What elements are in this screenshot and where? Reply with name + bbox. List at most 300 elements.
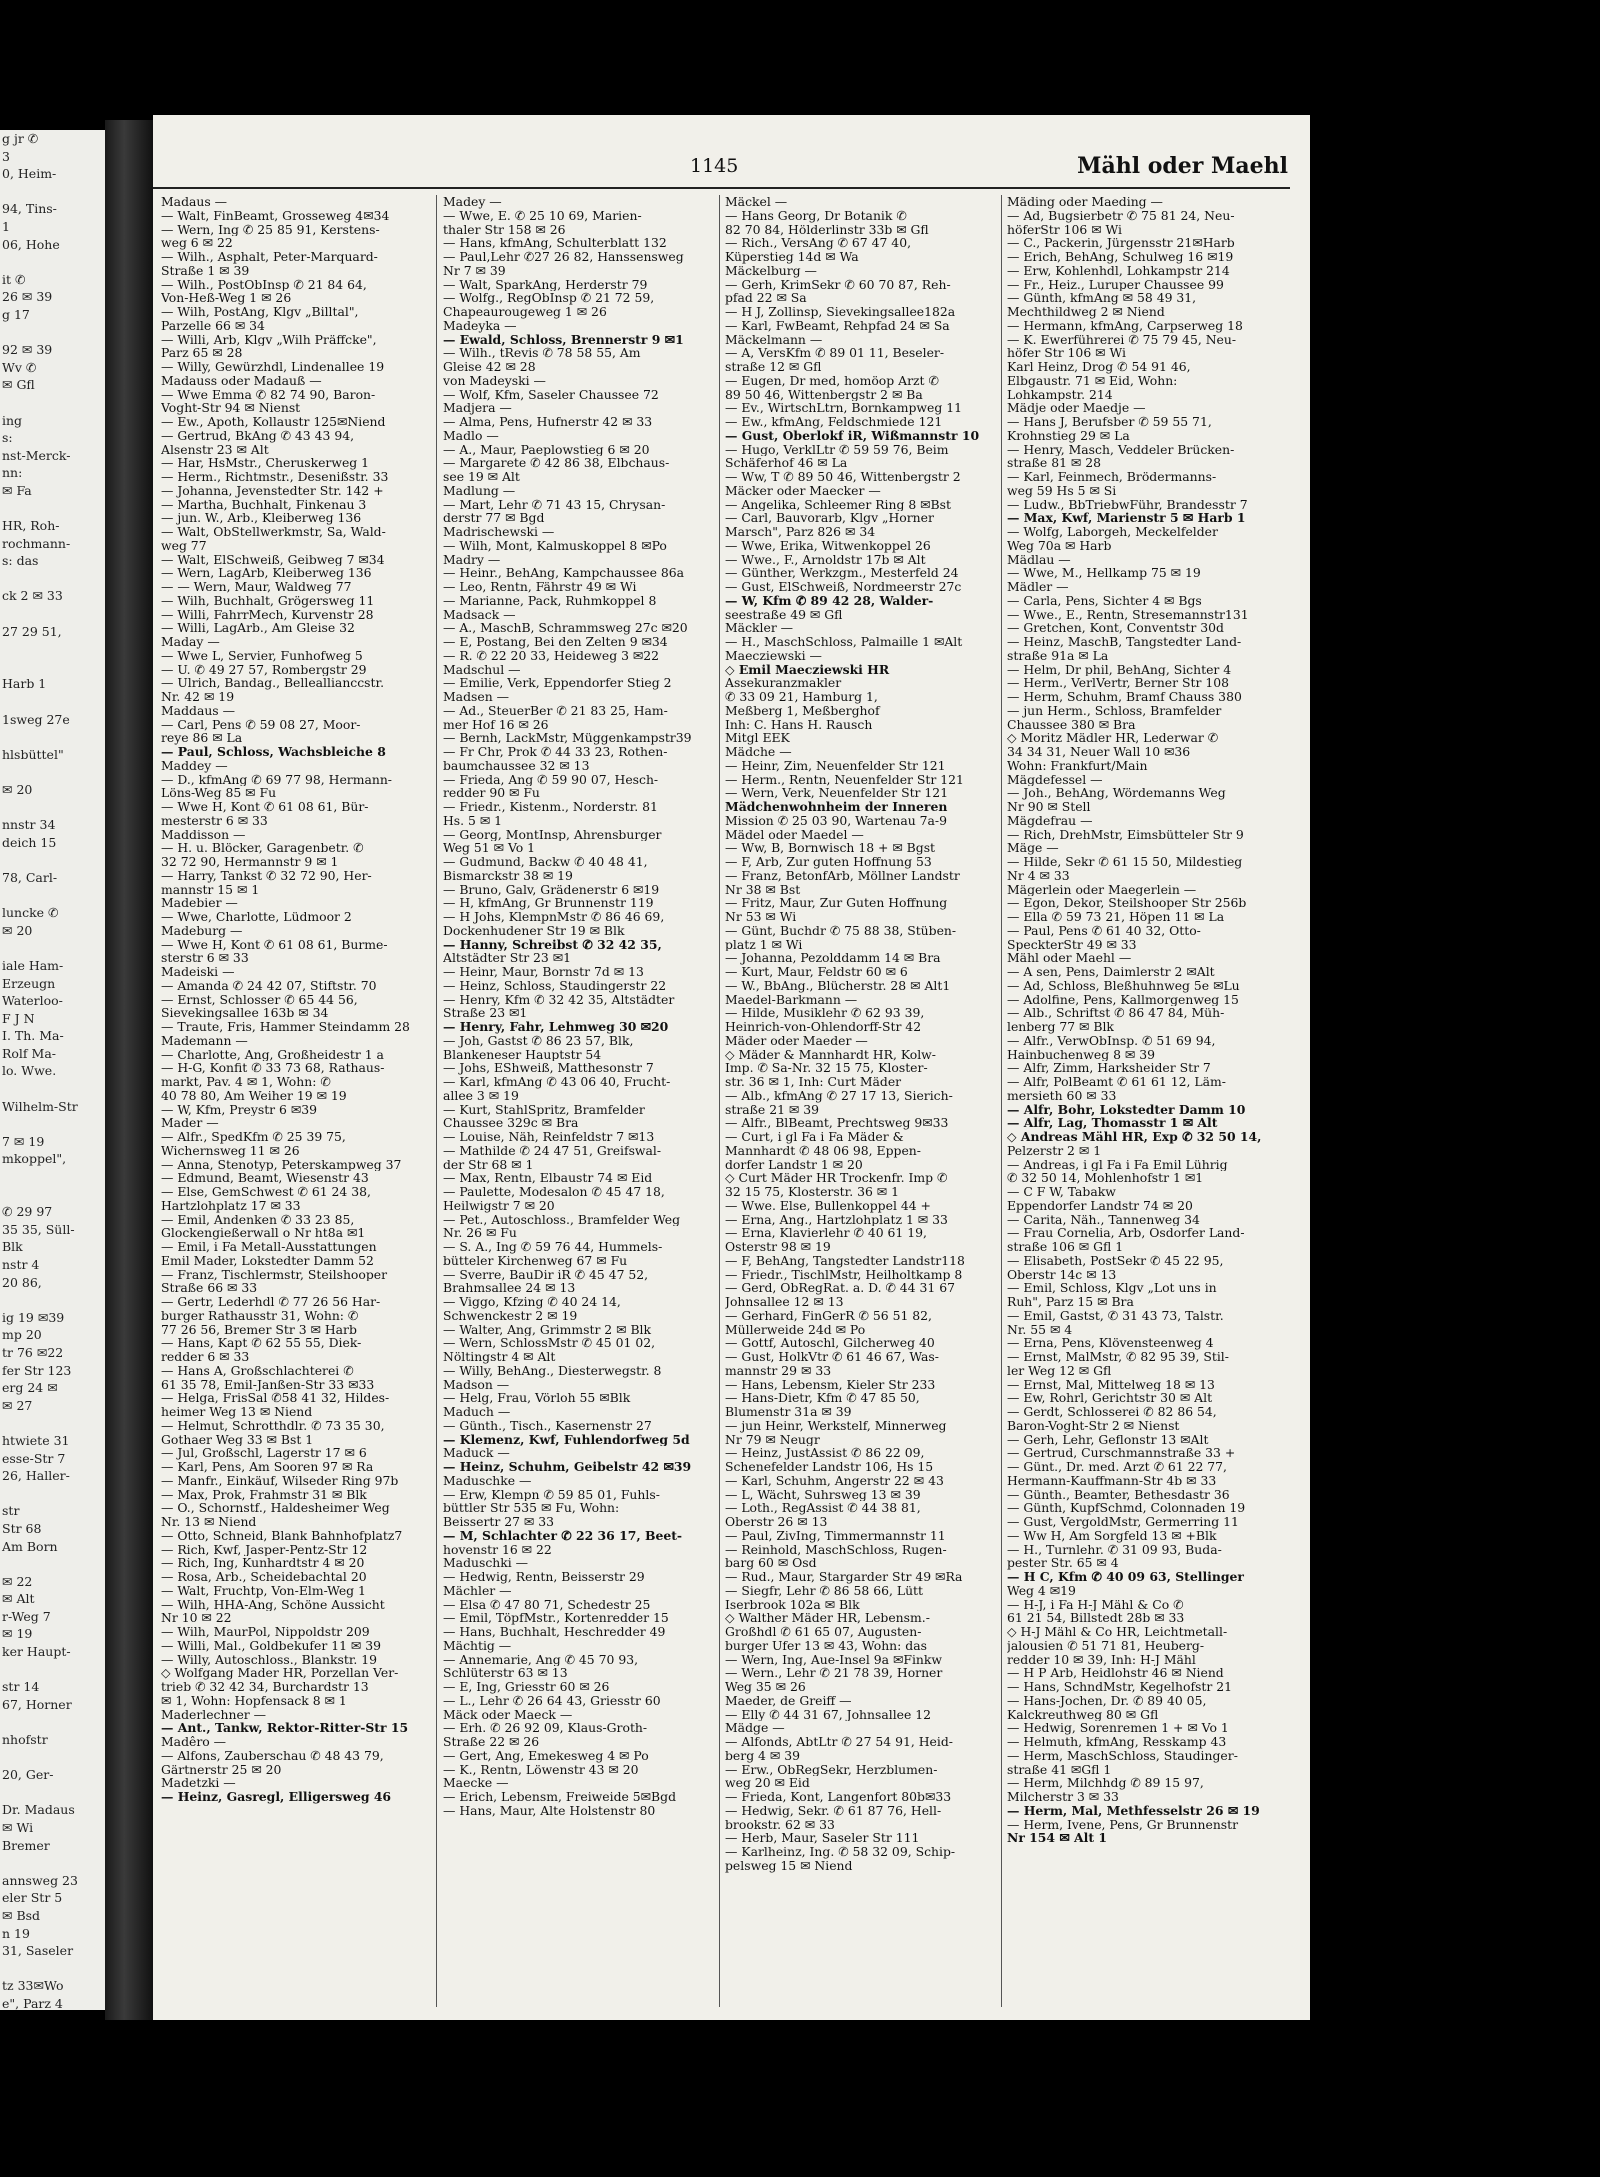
fragment-line: Str 68 [2,1520,42,1536]
fragment-line: erg 24 ✉ [2,1380,58,1396]
directory-entry: Madeburg — [161,923,243,938]
directory-entry: — Hedwig, Sekr. ✆ 61 87 76, Hell- [725,1803,942,1818]
directory-entry: — Ella ✆ 59 73 21, Höpen 11 ✉ La [1007,910,1225,924]
directory-entry: Mäder oder Maeder — [725,1033,868,1048]
directory-entry: Madlo — [443,428,499,443]
directory-entry: Mannhardt ✆ 48 06 98, Eppen- [725,1143,921,1158]
directory-entry: — Gust, HolkVtr ✆ 61 46 67, Was- [725,1350,939,1364]
directory-entry: — Joh, Gastst ✆ 86 23 57, Blk, [443,1033,634,1048]
fragment-line: 1 [2,218,10,234]
directory-entry: Eppendorfer Landstr 74 ✉ 20 [1007,1198,1193,1213]
directory-entry: — Wilh, Mont, Kalmuskoppel 8 ✉Po [443,538,667,553]
directory-entry: — Emil, i Fa Metall-Ausstattungen [161,1240,377,1254]
directory-entry: 32 72 90, Hermannstr 9 ✉ 1 [161,855,339,869]
directory-entry: — Wolf, Kfm, Saseler Chaussee 72 [443,387,659,402]
directory-entry: — Hans-Dietr, Kfm ✆ 47 85 50, [725,1391,920,1405]
fragment-line [0,1661,105,1679]
fragment-line: luncke ✆ [2,905,59,921]
fragment-line [0,763,105,781]
directory-entry: Mademann — [161,1033,248,1048]
directory-entry: Baron-Voght-Str 2 ✉ Nienst [1007,1418,1180,1433]
directory-entry: Mädchenwohnheim der Inneren [725,800,948,814]
directory-entry: — Erich, BehAng, Schulweg 16 ✉19 [1007,250,1234,264]
directory-entry: Maderlechner — [161,1707,267,1722]
directory-entry: — Hans, Buchhalt, Heschredder 49 [443,1625,666,1639]
directory-entry: — Gerd, ObRegRat. a. D. ✆ 44 31 67 [725,1281,955,1295]
directory-entry: pfad 22 ✉ Sa [725,291,807,305]
directory-entry: — Emil, Andenken ✆ 33 23 85, [161,1212,355,1227]
directory-entry: — K. Ewerführerei ✆ 75 79 45, Neu- [1007,332,1237,347]
directory-entry: — Günth, KupfSchmd, Colonnaden 19 [1007,1501,1246,1515]
directory-entry: pelsweg 15 ✉ Niend [725,1858,853,1873]
directory-entry: — Rud., Maur, Stargarder Str 49 ✉Ra [725,1570,963,1584]
fragment-line: rochmann- [2,535,71,551]
fragment-line: Rolf Ma- [2,1045,57,1061]
directory-entry: — Carla, Pens, Sichter 4 ✉ Bgs [1007,593,1202,608]
fragment-line: g jr ✆ [2,131,39,146]
directory-entry: Blankeneser Hauptstr 54 [443,1047,602,1062]
directory-entry: straße 41 ✉Gfl 1 [1007,1762,1112,1777]
directory-entry: ◇ Walther Mäder HR, Lebensm.- [725,1611,930,1625]
directory-entry: Mäding oder Maeding — [1007,195,1163,209]
fragment-line [0,499,105,517]
directory-entry: Nr 4 ✉ 33 [1007,868,1070,883]
fragment-line: e", Parz 4 [2,1995,63,2010]
directory-entry: Madeyka — [443,318,517,333]
directory-entry: mannstr 15 ✉ 1 [161,882,260,897]
directory-entry: — Heinz, Schloss, Staudingerstr 22 [443,978,667,993]
directory-entry: — Rich, Ing, Kunhardtstr 4 ✉ 20 [161,1556,365,1570]
directory-entry: — Ww H, Am Sorgfeld 13 ✉ +Blk [1007,1528,1217,1543]
directory-entry: weg 77 [161,538,207,553]
directory-entry: burger Ufer 13 ✉ 43, Wohn: das [725,1638,927,1653]
directory-entry: Dockenhudener Str 19 ✉ Blk [443,923,625,938]
directory-entry: — Ernst, Mal, Mittelweg 18 ✉ 13 [1007,1377,1215,1392]
directory-entry: büttler Str 535 ✉ Fu, Wohn: [443,1501,620,1515]
directory-entry: Nr. 42 ✉ 19 [161,690,235,704]
directory-entry: — H-J, i Fa H-J Mähl & Co ✆ [1007,1597,1184,1612]
directory-entry: ◇ Mäder & Mannhardt HR, Kolw- [725,1047,936,1062]
directory-entry: — Reinhold, MaschSchloss, Rugen- [725,1542,947,1557]
fragment-line: ✉ 27 [2,1397,33,1413]
fragment-line [0,1414,105,1432]
fragment-line: 27 29 51, [2,623,62,639]
directory-entry: — Kurt, StahlSpritz, Bramfelder [443,1102,645,1117]
directory-entry: Milcherstr 3 ✉ 33 [1007,1790,1119,1804]
directory-entry: — Wwe., F., Arnoldstr 17b ✉ Alt [725,552,926,567]
fragment-line: 3 [2,148,10,164]
fragment-line [0,324,105,342]
fragment-line: 20, Ger- [2,1767,54,1783]
directory-entry: — Hedwig, Rentn, Beisserstr 29 [443,1570,645,1584]
directory-entry: Maduch — [443,1405,511,1419]
directory-entry: 89 50 46, Wittenbergstr 2 ✉ Ba [725,387,923,402]
directory-entry: — Johs, EShweiß, Matthesonstr 7 [443,1061,654,1075]
directory-entry: — H C, Kfm ✆ 40 09 63, Stellinger [1007,1570,1244,1584]
directory-entry: Mädel oder Maedel — [725,827,864,842]
directory-entry: — Mathilde ✆ 24 47 51, Greifswal- [443,1143,662,1158]
directory-entry: — Curt, i gl Fa i Fa Mäder & [725,1130,904,1144]
directory-entry: Maeder, de Greiff — [725,1693,852,1708]
directory-entry: derstr 77 ✉ Bgd [443,511,545,525]
directory-entry: — Johanna, Pezolddamm 14 ✉ Bra [725,951,941,965]
directory-entry: barg 60 ✉ Osd [725,1556,817,1570]
directory-entry: Iserbrook 102a ✉ Blk [725,1597,860,1612]
directory-entry: — Emil, Schloss, Klgv „Lot uns in [1007,1281,1217,1295]
directory-entry: — Friedr., TischlMstr, Heilholtkamp 8 [725,1267,963,1282]
fragment-line: hlsbüttel" [2,746,64,762]
directory-entry: — H. u. Blöcker, Garagenbetr. ✆ [161,841,364,855]
directory-entry: Maduschke — [443,1473,532,1488]
directory-entry: — Wilh, HHA-Ang, Schöne Aussicht [161,1597,385,1612]
directory-entry: Chaussee 329c ✉ Bra [443,1116,579,1130]
directory-entry: Bismarckstr 38 ✉ 19 [443,868,573,883]
directory-entry: 61 35 78, Emil-Janßen-Str 33 ✉33 [161,1377,375,1392]
directory-entry: baumchaussee 32 ✉ 13 [443,758,590,773]
directory-entry: — Wilh, PostAng, Klgv „Billtal", [161,305,359,319]
directory-entry: Maddisson — [161,827,246,842]
directory-entry: — Andreas, i gl Fa i Fa Emil Lührig [1007,1157,1228,1172]
directory-entry: — Rich, DrehMstr, Eimsbütteler Str 9 [1007,827,1244,842]
directory-page [153,115,1310,2020]
directory-entry: — Wern., Lehr ✆ 21 78 39, Horner [725,1666,943,1680]
directory-entry: — Mart, Lehr ✆ 71 43 15, Chrysan- [443,497,666,512]
directory-entry: — Walt, ElSchweiß, Geibweg 7 ✉34 [161,552,385,567]
directory-entry: Küperstieg 14d ✉ Wa [725,250,859,264]
fragment-line: ✉ Fa [2,482,32,498]
directory-entry: see 19 ✉ Alt [443,470,520,484]
fragment-line: ✉ Bsd [2,1907,41,1923]
directory-entry: — Willi, LagArb., Am Gleise 32 [161,621,355,635]
directory-entry: Gärtnerstr 25 ✉ 20 [161,1762,282,1777]
directory-entry: Madey — [443,195,502,209]
fragment-line [0,640,105,658]
directory-entry: 82 70 84, Hölderlinstr 33b ✉ Gfl [725,222,929,237]
directory-entry: Assekuranzmakler [725,676,842,690]
directory-entry: — Harry, Tankst ✆ 32 72 90, Her- [161,868,372,883]
directory-entry: straße 21 ✉ 39 [725,1102,819,1117]
fragment-line: Am Born [2,1538,58,1554]
directory-entry: — R. ✆ 22 20 33, Heideweg 3 ✉22 [443,648,660,663]
directory-entry: — W, Kfm ✆ 89 42 28, Walder- [725,593,934,608]
directory-entry: dorfer Landstr 1 ✉ 20 [725,1157,863,1172]
directory-entry: — Herm, Ivene, Pens, Gr Brunnenstr [1007,1817,1239,1832]
fragment-line: str 14 [2,1679,40,1695]
directory-entry: Karl Heinz, Drog ✆ 54 91 46, [1007,360,1191,374]
directory-entry: berg 4 ✉ 39 [725,1748,800,1763]
fragment-line: ✉ 20 [2,922,33,938]
directory-entry: Madrischewski — [443,525,555,539]
directory-entry: Brahmsallee 24 ✉ 13 [443,1281,576,1295]
directory-entry: — Emil, TöpfMstr., Kortenredder 15 [443,1611,669,1625]
directory-entry: — Wwe, Erika, Witwenkoppel 26 [725,538,931,553]
directory-entry: — Alfr., SpedKfm ✆ 25 39 75, [161,1130,346,1144]
directory-entry: Schenefelder Landstr 106, Hs 15 [725,1460,934,1474]
directory-entry: 32 15 75, Klosterstr. 36 ✉ 1 [725,1185,900,1199]
fragment-line [0,658,105,676]
directory-entry: — Herb, Maur, Saseler Str 111 [725,1831,920,1845]
directory-entry: — Paulette, Modesalon ✆ 45 47 18, [443,1185,665,1199]
directory-entry: — H, kfmAng, Gr Brunnenstr 119 [443,896,654,910]
directory-entry: — Ew., Apoth, Kollaustr 125✉Niend [161,415,386,429]
directory-entry: — Alfr, Zimm, Harksheider Str 7 [1007,1061,1211,1075]
directory-entry: Emil Mader, Lokstedter Damm 52 [161,1253,374,1268]
directory-entry: — Elsa ✆ 47 80 71, Schedestr 25 [443,1597,651,1612]
directory-entry: Madeiski — [161,965,235,979]
directory-entry: Großhdl ✆ 61 65 07, Augusten- [725,1625,922,1639]
page-number: 1145 [690,155,739,177]
directory-entry: — Ant., Tankw, Rektor-Ritter-Str 15 [161,1721,409,1735]
directory-entry: Mäck oder Maeck — [443,1707,573,1722]
fragment-line: ✉ 19 [2,1626,33,1642]
directory-entry: ✆ 33 09 21, Hamburg 1, [725,690,878,704]
directory-entry: thaler Str 158 ✉ 26 [443,222,566,237]
directory-entry: — Bernh, LackMstr, Müggenkampstr39 [443,731,692,745]
directory-entry: — Rosa, Arb., Scheidebachtal 20 [161,1570,367,1584]
scan-border [1310,0,1600,2177]
fragment-line [0,183,105,201]
directory-entry: Imp. ✆ Sa-Nr. 32 15 75, Kloster- [725,1061,928,1075]
fragment-line: htwiete 31 [2,1432,70,1448]
fragment-line: ker Haupt- [2,1644,71,1660]
fragment-line [0,1168,105,1186]
fragment-line: s: [2,430,13,446]
directory-entry: Chaussee 380 ✉ Bra [1007,717,1136,732]
directory-entry: — Wern, Ing ✆ 25 85 91, Kerstens- [161,222,380,237]
directory-entry: — C., Packerin, Jürgensstr 21✉Harb [1007,236,1235,250]
directory-entry: — Fritz, Maur, Zur Guten Hoffnung [725,896,948,910]
directory-entry: von Madeyski — [443,373,546,388]
directory-entry: Gothaer Weg 33 ✉ Bst 1 [161,1432,314,1447]
directory-entry: Madebier — [161,896,238,910]
directory-entry: — H., Turnlehr. ✆ 31 09 93, Buda- [1007,1542,1222,1557]
directory-entry: redder 6 ✉ 33 [161,1350,250,1364]
directory-entry: — A, VersKfm ✆ 89 01 11, Beseler- [725,346,945,360]
directory-entry: — Helg, Frau, Vörloh 55 ✉Blk [443,1391,631,1405]
directory-entry: — Heinr., BehAng, Kampchaussee 86a [443,566,685,580]
directory-entry: — D., kfmAng ✆ 69 77 98, Hermann- [161,772,392,787]
directory-entry: — Har, HsMstr., Cheruskerweg 1 [161,456,370,470]
fragment-line: 1sweg 27e [2,711,70,727]
directory-entry: — Karl, Pens, Am Sooren 97 ✉ Ra [161,1460,374,1474]
directory-entry: Mission ✆ 25 03 90, Wartenau 7a-9 [725,813,947,828]
directory-entry: Heilwigstr 7 ✉ 20 [443,1198,555,1213]
directory-entry: — Herm, Milchhdg ✆ 89 15 97, [1007,1776,1204,1790]
fragment-line [0,1749,105,1767]
directory-entry: — Alb., kfmAng ✆ 27 17 13, Sierich- [725,1088,953,1103]
directory-entry: Hs. 5 ✉ 1 [443,813,503,828]
directory-entry: Maecke — [443,1776,509,1790]
directory-entry: — Fr Chr, Prok ✆ 44 33 23, Rothen- [443,745,668,759]
fragment-line: 92 ✉ 39 [2,342,53,358]
fragment-line [0,1854,105,1872]
fragment-line: ✉ Gfl [2,377,35,393]
directory-entry: — Günther, Werkzgm., Mesterfeld 24 [725,566,959,580]
directory-entry: — Wwe H, Kont ✆ 61 08 61, Burme- [161,937,388,952]
directory-entry: — F, BehAng, Tangstedter Landstr118 [725,1253,965,1268]
directory-entry: Schäferhof 46 ✉ La [725,456,848,470]
directory-entry: — H P Arb, Heidlohstr 46 ✉ Niend [1007,1666,1224,1680]
directory-entry: Mechthildweg 2 ✉ Niend [1007,305,1165,319]
directory-entry: — Herm, Mal, Methfesselstr 26 ✉ 19 [1007,1803,1260,1818]
directory-entry: Mägerlein oder Maegerlein — [1007,882,1197,897]
directory-entry: — Eugen, Dr med, homöop Arzt ✆ [725,373,939,388]
fragment-line: Waterloo- [2,993,63,1009]
directory-entry: — Wern, LagArb, Kleiberweg 136 [161,566,372,580]
directory-entry: — Gertrud, BkAng ✆ 43 43 94, [161,428,355,443]
directory-entry: Parz 65 ✉ 28 [161,346,243,360]
directory-entry: Schwenckestr 2 ✉ 19 [443,1308,578,1323]
directory-entry: Sievekingsallee 163b ✉ 34 [161,1006,329,1020]
fragment-line: Wv ✆ [2,359,37,375]
directory-entry: Madaus — [161,195,228,209]
directory-entry: mer Hof 16 ✉ 26 [443,717,549,732]
directory-entry: — Klemenz, Kwf, Fuhlendorfweg 5d [443,1432,690,1447]
directory-entry: — H., MaschSchloss, Palmaille 1 ✉Alt [725,635,963,649]
fragment-line [0,887,105,905]
directory-entry: — Ad, Bugsierbetr ✆ 75 81 24, Neu- [1007,208,1235,223]
directory-entry: weg 6 ✉ 22 [161,236,233,250]
directory-entry: — Helmuth, kfmAng, Resskamp 43 [1007,1735,1227,1749]
column-4 [1007,195,1277,2007]
directory-entry: — Frau Cornelia, Arb, Osdorfer Land- [1007,1226,1245,1240]
directory-entry: mersieth 60 ✉ 33 [1007,1088,1117,1103]
fragment-line: Harb 1 [2,676,47,692]
directory-entry: — Willy, Autoschloss., Blankstr. 19 [161,1652,378,1667]
directory-entry: — Max, Rentn, Elbaustr 74 ✉ Eid [443,1171,653,1185]
directory-entry: — Hans, Kapt ✆ 62 55 55, Diek- [161,1336,362,1350]
directory-entry: — Gertrud, Curschmannstraße 33 + [1007,1446,1236,1460]
directory-entry: — Wolfg, Laborgeh, Meckelfelder [1007,525,1218,539]
directory-entry: — Hans A, Großschlachterei ✆ [161,1363,354,1378]
page-header [153,153,1310,183]
directory-entry: Madêro — [161,1735,227,1749]
directory-entry: Weg 35 ✉ 26 [725,1680,806,1694]
directory-entry: — Walt, ObStellwerkmstr, Sa, Wald- [161,525,386,539]
directory-entry: — Heinz, JustAssist ✆ 86 22 09, [725,1446,925,1460]
directory-entry: Hainbuchenweg 8 ✉ 39 [1007,1047,1155,1062]
directory-entry: Oberstr 26 ✉ 13 [725,1515,828,1529]
directory-entry: trieb ✆ 32 42 34, Burchardstr 13 [161,1680,369,1694]
fragment-line: Blk [2,1239,23,1255]
directory-entry: höfer Str 106 ✉ Wi [1007,346,1126,360]
directory-entry: — Karl, kfmAng ✆ 43 06 40, Frucht- [443,1075,671,1089]
fragment-line: nn: [2,465,23,481]
directory-entry: — A sen, Pens, Daimlerstr 2 ✉Alt [1007,965,1215,979]
directory-entry: — Heinz, MaschB, Tangstedter Land- [1007,635,1242,649]
directory-entry: Maduschki — [443,1556,529,1570]
fragment-line: mp 20 [2,1327,42,1343]
directory-entry: — Günt., Dr. med. Arzt ✆ 61 22 77, [1007,1460,1227,1474]
directory-entry: Madauss oder Madauß — [161,373,322,388]
fragment-line: it ✆ [2,271,26,287]
directory-entry: — Alfr, Bohr, Lokstedter Damm 10 [1007,1102,1246,1117]
fragment-line: F J N [2,1010,35,1026]
fragment-line [0,851,105,869]
directory-entry: Pelzerstr 2 ✉ 1 [1007,1143,1102,1158]
directory-entry: — Heinr, Maur, Bornstr 7d ✉ 13 [443,965,644,979]
directory-entry: hovenstr 16 ✉ 22 [443,1542,552,1557]
directory-entry: — Wwe Emma ✆ 82 74 90, Baron- [161,387,376,402]
directory-entry: — Herm., VerlVertr, Berner Str 108 [1007,676,1229,690]
fragment-line: annsweg 23 [2,1872,78,1888]
fragment-line: nnstr 34 [2,817,56,833]
fragment-line: ✆ 29 97 [2,1204,53,1220]
directory-entry: — Gerhard, FinGerR ✆ 56 51 82, [725,1308,932,1323]
directory-entry: Schlüterstr 63 ✉ 13 [443,1666,568,1680]
directory-entry: Weg 70a ✉ Harb [1007,538,1112,553]
directory-entry: Nr 53 ✉ Wi [725,910,797,924]
directory-entry: — E, Postang, Bei den Zelten 9 ✉34 [443,635,668,649]
directory-entry: Nr 10 ✉ 22 [161,1611,232,1625]
fragment-line: ing [2,412,23,428]
directory-entry: — Karlheinz, Ing. ✆ 58 32 09, Schip- [725,1845,956,1859]
directory-entry: Inh: C. Hans H. Rausch [725,717,873,732]
directory-entry: ◇ Andreas Mähl HR, Exp ✆ 32 50 14, [1007,1130,1262,1144]
directory-entry: Madetzki — [161,1776,236,1790]
fragment-line [0,605,105,623]
directory-entry: Altstädter Str 23 ✉1 [443,951,572,965]
directory-entry: — Gottf, Autoschl, Gilcherweg 40 [725,1336,935,1350]
directory-entry: — Ernst, MalMstr, ✆ 82 95 39, Stil- [1007,1350,1229,1364]
directory-entry: — A., MaschB, Schrammsweg 27c ✉20 [443,621,688,635]
directory-entry: ◇ Curt Mäder HR Trockenfr. Imp ✆ [725,1171,948,1185]
fragment-line [0,939,105,957]
fragment-line [0,570,105,588]
fragment-line: 26, Haller- [2,1468,70,1484]
directory-entry: Maecziewski — [725,648,822,663]
directory-entry: seestraße 49 ✉ Gfl [725,607,843,622]
directory-entry: — Wilh., tRevis ✆ 78 58 55, Am [443,346,641,360]
directory-entry: — Hans, Lebensm, Kieler Str 233 [725,1377,936,1392]
directory-entry: weg 59 Hs 5 ✉ Si [1007,483,1117,498]
directory-entry: burger Rathausstr 31, Wohn: ✆ [161,1308,359,1323]
directory-entry: — Walt, Fruchtp, Von-Elm-Weg 1 [161,1583,366,1598]
directory-entry: — Carita, Näh., Tannenweg 34 [1007,1212,1200,1227]
directory-entry: — Wern, Verk, Neuenfelder Str 121 [725,786,949,800]
directory-entry: Blumenstr 31a ✉ 39 [725,1405,852,1419]
directory-entry: — Heinz, Gasregl, Elligersweg 46 [161,1790,392,1804]
directory-entry: — Ew., kfmAng, Feldschmiede 121 [725,415,943,429]
directory-entry: — Erna, Pens, Klövensteenweg 4 [1007,1336,1214,1350]
directory-entry: str. 36 ✉ 1, Inh: Curt Mäder [725,1075,902,1089]
directory-entry: ✆ 32 50 14, Mohlenhofstr 1 ✉1 [1007,1171,1204,1185]
directory-entry: — Alfonds, AbtLtr ✆ 27 54 91, Heid- [725,1735,953,1749]
directory-entry: — Amanda ✆ 24 42 07, Stiftstr. 70 [161,978,377,993]
directory-entry: Straße 22 ✉ 26 [443,1735,540,1749]
directory-entry: — M, Schlachter ✆ 22 36 17, Beet- [443,1528,683,1543]
directory-entry: — Alb., Schriftst ✆ 86 47 84, Müh- [1007,1006,1225,1020]
fragment-line [0,1291,105,1309]
directory-entry: SpeckterStr 49 ✉ 33 [1007,937,1137,952]
directory-entry: 77 26 56, Bremer Str 3 ✉ Harb [161,1322,357,1337]
directory-entry: — A., Maur, Paeplowstieg 6 ✉ 20 [443,442,650,457]
directory-entry: 34 34 31, Neuer Wall 10 ✉36 [1007,745,1191,759]
directory-entry: — L., Lehr ✆ 26 64 43, Griesstr 60 [443,1693,661,1708]
directory-entry: — Ulrich, Bandag., Belleallianccstr. [161,676,385,690]
directory-entry: — Hans-Jochen, Dr. ✆ 89 40 05, [1007,1693,1207,1708]
directory-entry: pester Str. 65 ✉ 4 [1007,1556,1119,1570]
directory-entry: Meßberg 1, Meßberghof [725,703,880,718]
directory-entry: Maddaus — [161,703,235,718]
directory-entry: — Ew, Rohrl, Gerichtstr 30 ✉ Alt [1007,1391,1213,1405]
fragment-line: ig 19 ✉39 [2,1309,65,1325]
fragment-line [0,728,105,746]
directory-entry: — Kurt, Maur, Feldstr 60 ✉ 6 [725,965,908,979]
directory-entry: Löns-Weg 85 ✉ Fu [161,786,277,800]
directory-entry: — Wwe. Else, Bullenkoppel 44 + [725,1198,931,1213]
directory-entry: weg 20 ✉ Eid [725,1776,810,1790]
